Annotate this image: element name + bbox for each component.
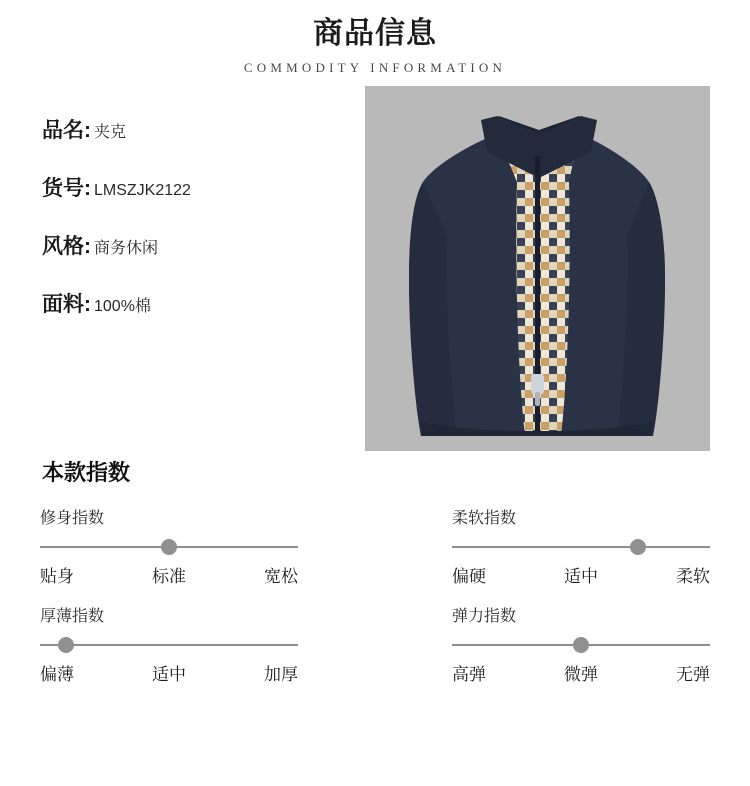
meter-scale-labels <box>40 660 298 685</box>
spec-value: 夹克 <box>94 124 127 141</box>
meter-title: 柔软指数 <box>452 510 517 527</box>
meter-label-low: 贴身 <box>40 567 74 586</box>
spec-value: 商务休闲 <box>94 240 159 257</box>
page-subtitle: COMMODITY INFORMATION <box>243 60 507 75</box>
meter-label-high: 柔软 <box>676 567 710 586</box>
meter-thickness <box>40 603 298 685</box>
spec-value: LMSZJK2122 <box>94 182 191 199</box>
meter-label-high: 无弹 <box>676 665 710 684</box>
spec-row-name <box>42 114 342 144</box>
page-title: 商品信息 <box>313 17 437 50</box>
meter-slider-thickness[interactable] <box>40 636 298 654</box>
page-header <box>0 0 750 76</box>
meter-slider-fit[interactable] <box>40 538 298 556</box>
meter-title: 修身指数 <box>40 510 105 527</box>
meter-elasticity <box>452 603 710 685</box>
meter-label-mid: 标准 <box>152 567 186 586</box>
meter-scale-labels <box>452 562 710 587</box>
meter-scale-labels <box>40 562 298 587</box>
meter-label-high: 宽松 <box>264 567 298 586</box>
meter-label-mid: 适中 <box>564 567 598 586</box>
spec-row-sku <box>42 172 342 202</box>
meter-title: 厚薄指数 <box>40 608 105 625</box>
meter-title: 弹力指数 <box>452 608 517 625</box>
product-photo <box>365 86 710 451</box>
meter-label-low: 偏硬 <box>452 567 486 586</box>
spec-label: 面料: <box>42 293 91 316</box>
meter-fit <box>40 505 298 587</box>
spec-list <box>42 114 342 346</box>
meter-label-mid: 微弹 <box>564 665 598 684</box>
meter-grid <box>0 505 750 701</box>
meter-scale-labels <box>452 660 710 685</box>
slider-track <box>452 546 710 548</box>
meter-label-mid: 适中 <box>152 665 186 684</box>
spec-value: 100%棉 <box>94 298 151 315</box>
index-title: 本款指数 <box>42 460 131 485</box>
slider-knob[interactable] <box>161 539 177 555</box>
jacket-illustration <box>365 86 710 451</box>
spec-row-style <box>42 230 342 260</box>
meter-slider-softness[interactable] <box>452 538 710 556</box>
meter-label-low: 偏薄 <box>40 665 74 684</box>
slider-knob[interactable] <box>58 637 74 653</box>
spec-label: 风格: <box>42 235 91 258</box>
meter-slider-elasticity[interactable] <box>452 636 710 654</box>
meter-label-high: 加厚 <box>264 665 298 684</box>
slider-knob[interactable] <box>573 637 589 653</box>
spec-label: 品名: <box>42 119 91 142</box>
index-section <box>0 456 750 701</box>
slider-knob[interactable] <box>630 539 646 555</box>
commodity-info-section <box>0 76 750 448</box>
slider-track <box>40 644 298 646</box>
spec-label: 货号: <box>42 177 91 200</box>
spec-row-fabric <box>42 288 342 318</box>
meter-softness <box>452 505 710 587</box>
meter-label-low: 高弹 <box>452 665 486 684</box>
